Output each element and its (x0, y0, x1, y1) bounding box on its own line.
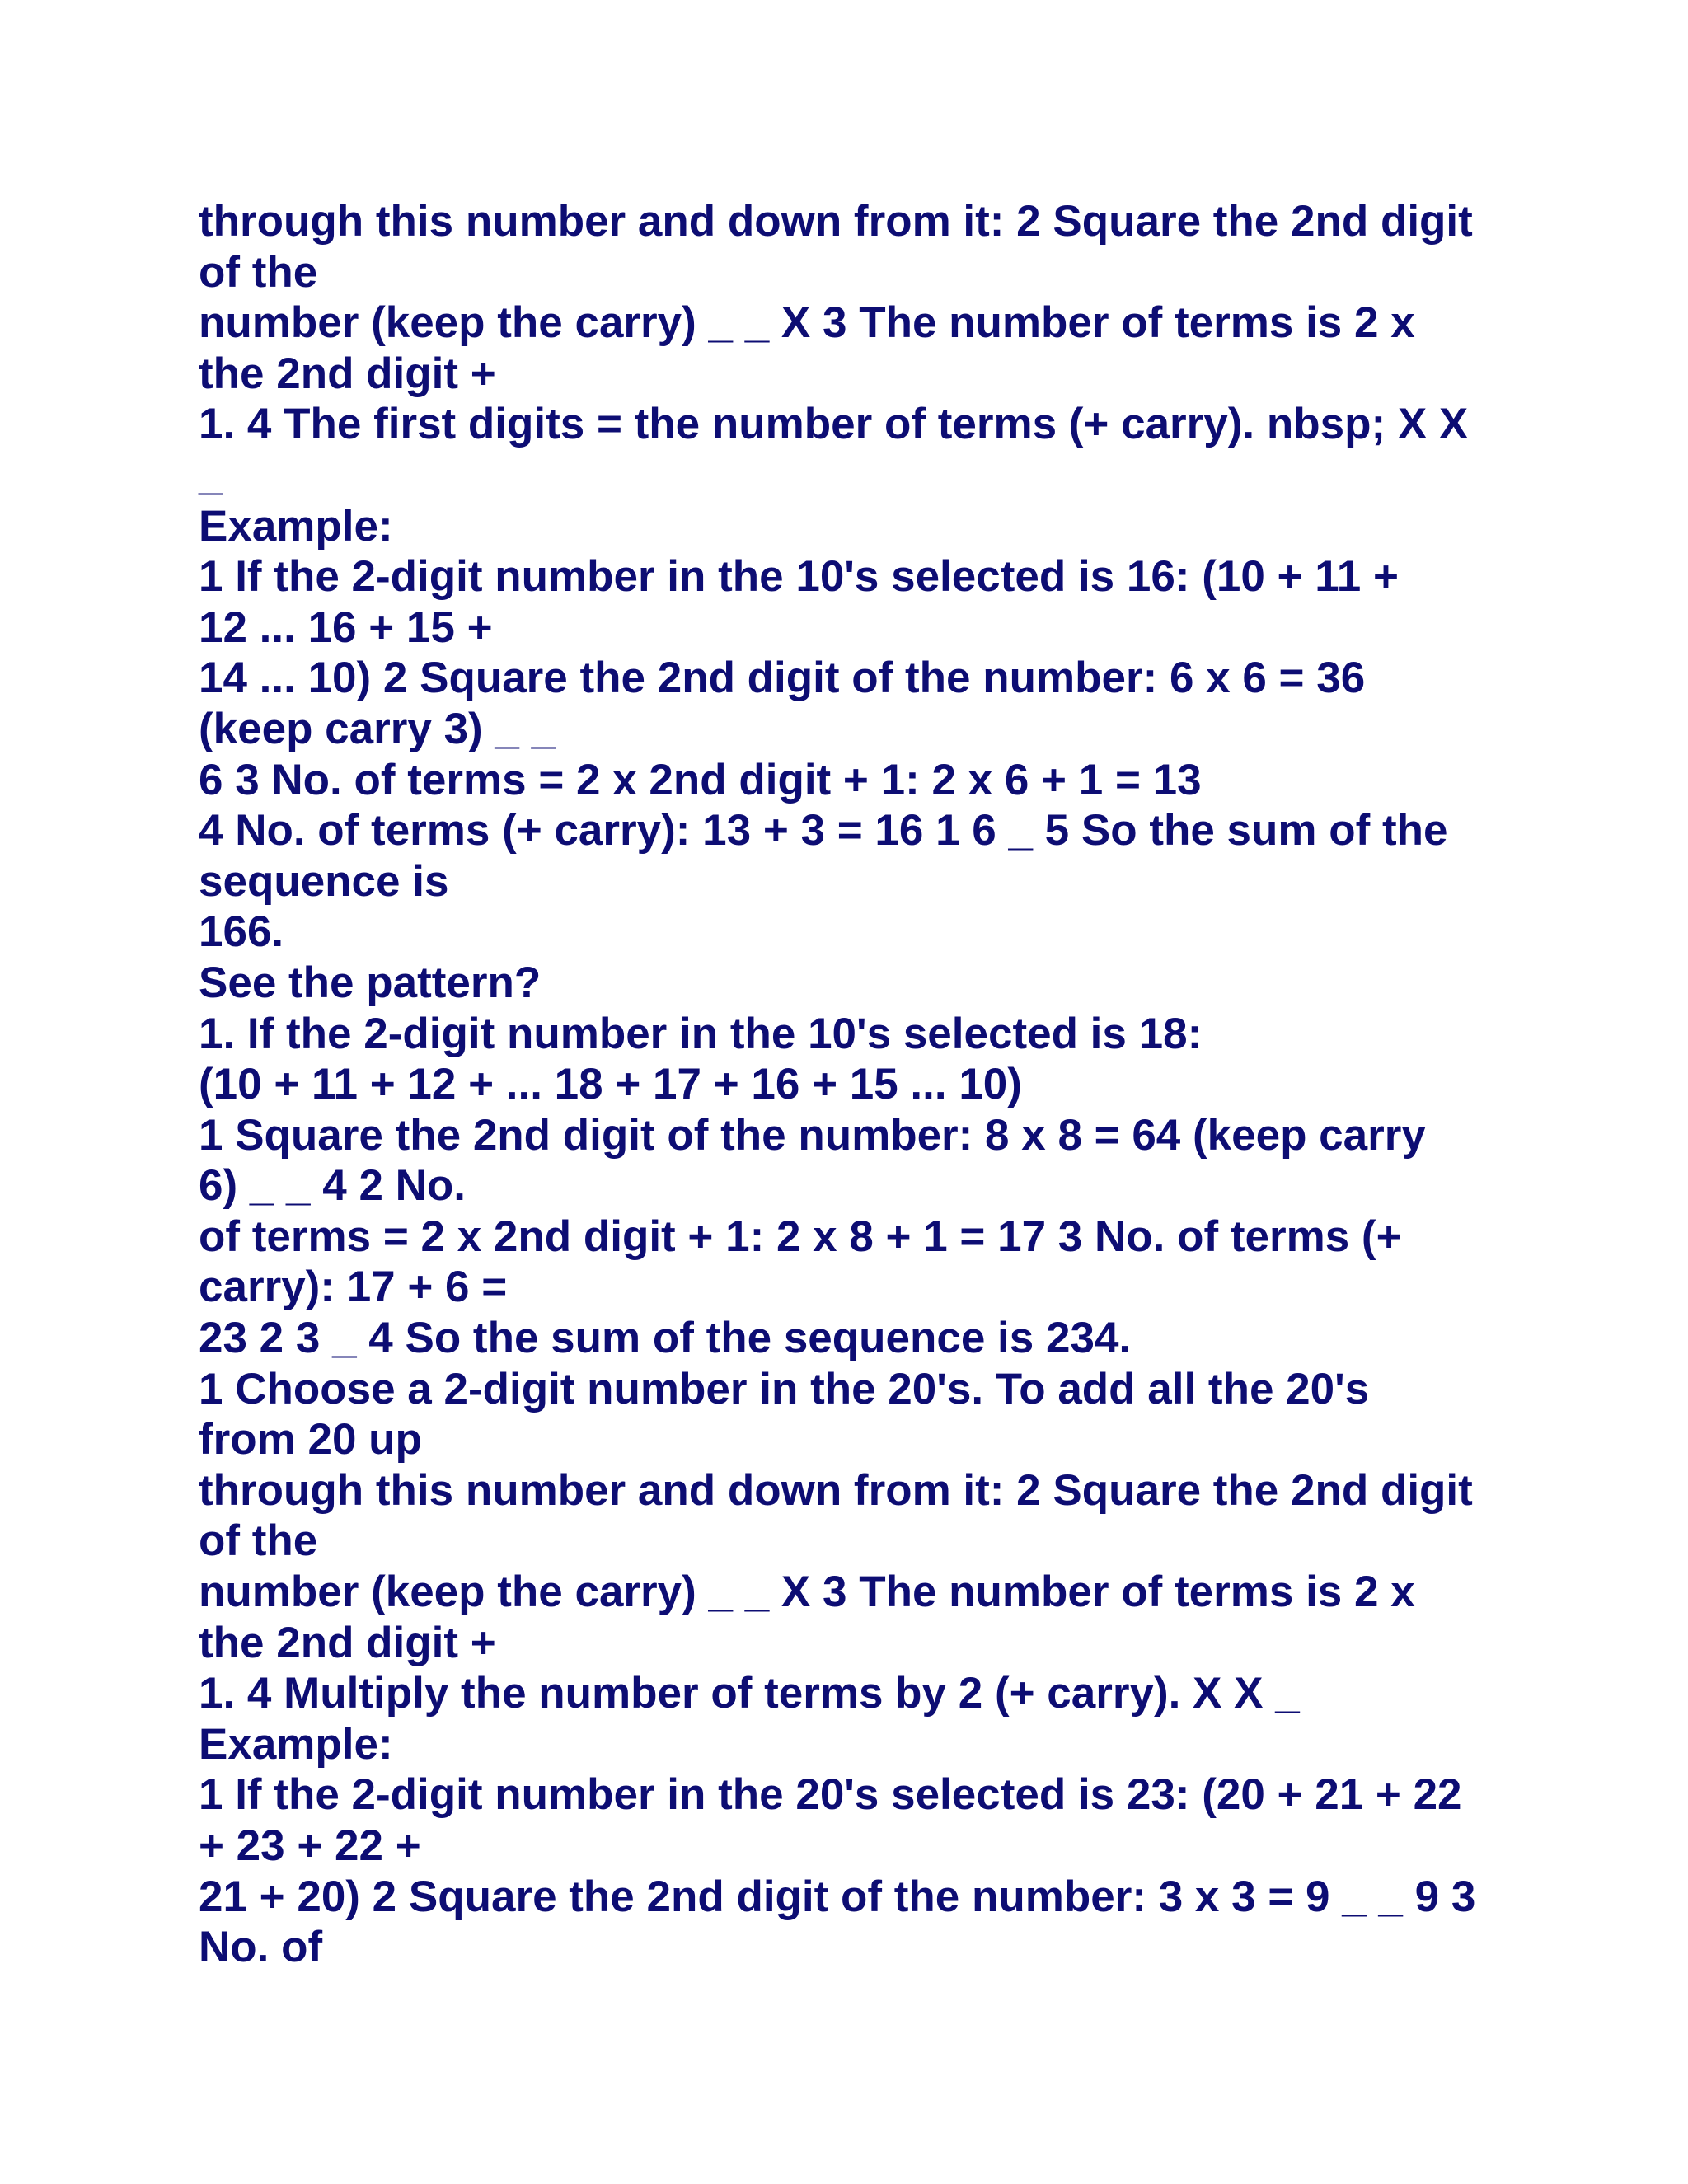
text-line: 23 2 3 _ 4 So the sum of the sequence is 234. (199, 1314, 1132, 1363)
text-line: No. of (199, 1923, 323, 1972)
example-heading: Example: (199, 501, 393, 551)
text-line: of the (199, 247, 318, 297)
text-line: 14 ... 10) 2 Square the 2nd digit of the number: 6 x 6 = 36 (199, 654, 1366, 703)
text-line: 1. If the 2-digit number in the 10's selected is 18: (199, 1009, 1203, 1058)
text-line: 6 3 No. of terms = 2 x 2nd digit + 1: 2 x 6 + 1 = 13 (199, 755, 1202, 804)
text-line: 6) _ _ 4 2 No. (199, 1161, 467, 1211)
text-line: (10 + 11 + 12 + ... 18 + 17 + 16 + 15 ... 10) (199, 1060, 1022, 1109)
text-line: number (keep the carry) _ _ X 3 The number of terms is 2 x (199, 1568, 1415, 1617)
text-line: 1. 4 The first digits = the number of terms (+ carry). nbsp; X X (199, 400, 1469, 449)
text-line: 12 ... 16 + 15 + (199, 602, 493, 652)
example-heading: Example: (199, 1719, 393, 1769)
document-page (199, 196, 1550, 1973)
text-line: See the pattern? (199, 958, 542, 1007)
text-line: 1 Choose a 2-digit number in the 20's. To add all the 20's (199, 1364, 1370, 1413)
text-line: sequence is (199, 856, 449, 906)
text-line: 1. 4 Multiply the number of terms by 2 (+ carry). X X _ (199, 1669, 1300, 1718)
text-line: the 2nd digit + (199, 349, 496, 398)
text-line: through this number and down from it: 2 Square the 2nd digit (199, 197, 1473, 246)
text-line: from 20 up (199, 1415, 422, 1465)
text-line: 1 Square the 2nd digit of the number: 8 x 8 = 64 (keep carry (199, 1110, 1426, 1160)
text-line: through this number and down from it: 2 Square the 2nd digit (199, 1465, 1473, 1515)
text-line: 1 If the 2-digit number in the 20's selected is 23: (20 + 21 + 22 (199, 1770, 1462, 1820)
text-line: of the (199, 1516, 318, 1566)
text-line: carry): 17 + 6 = (199, 1263, 508, 1312)
text-line: of terms = 2 x 2nd digit + 1: 2 x 8 + 1 = 17 3 No. of terms (+ (199, 1212, 1402, 1261)
text-line: 21 + 20) 2 Square the 2nd digit of the number: 3 x 3 = 9 _ _ 9 3 (199, 1872, 1476, 1921)
text-line: + 23 + 22 + (199, 1821, 421, 1870)
text-line: 1 If the 2-digit number in the 10's selected is 16: (10 + 11 + (199, 552, 1399, 602)
text-line: (keep carry 3) _ _ (199, 704, 556, 753)
text-line: 166. (199, 907, 284, 957)
text-line: number (keep the carry) _ _ X 3 The number of terms is 2 x (199, 298, 1415, 348)
text-line: 4 No. of terms (+ carry): 13 + 3 = 16 1 6 _ 5 So the sum of the (199, 806, 1448, 855)
text-line: _ (199, 450, 223, 499)
text-line: the 2nd digit + (199, 1618, 496, 1667)
